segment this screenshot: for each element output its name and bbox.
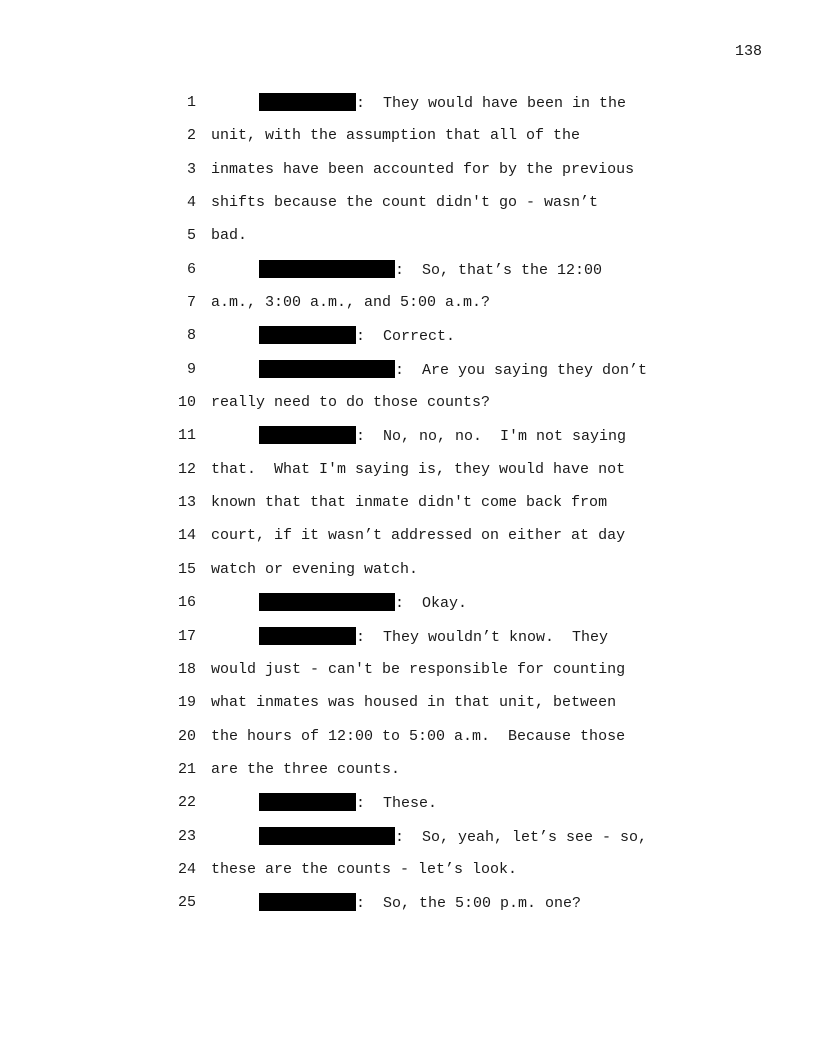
speaker-colon: : — [356, 95, 384, 112]
line-text-wrapper — [211, 526, 625, 546]
speaker-name-redaction — [259, 260, 395, 278]
speaker-colon: : — [356, 628, 384, 646]
line-text: bad. — [211, 227, 248, 245]
speaker-name-redaction — [259, 593, 395, 611]
line-text: are the three counts. — [211, 760, 401, 778]
line-text-wrapper — [259, 893, 581, 914]
line-text-wrapper — [211, 393, 490, 413]
line-text-wrapper — [211, 460, 625, 480]
line-number: 20 — [177, 727, 196, 745]
line-text-wrapper — [259, 93, 626, 114]
speaker-name-redaction — [259, 326, 356, 344]
line-text: that. What I'm saying is, they would have not — [211, 460, 626, 478]
line-number: 9 — [186, 360, 196, 378]
transcript-line — [0, 526, 816, 559]
line-text: known that that inmate didn't come back from — [211, 494, 608, 512]
line-number: 15 — [177, 560, 196, 578]
page-number: 138 — [734, 43, 762, 60]
transcript-line — [0, 760, 816, 793]
transcript-line — [0, 126, 816, 159]
speaker-colon: : — [356, 328, 384, 346]
speaker-name-redaction — [259, 893, 356, 911]
line-text: Are you saying they don’t — [422, 361, 648, 379]
line-text: the hours of 12:00 to 5:00 a.m. Because those — [211, 727, 626, 745]
transcript-line — [0, 660, 816, 693]
line-text: unit, with the assumption that all of the — [211, 127, 581, 145]
line-number: 3 — [186, 160, 196, 178]
line-number: 14 — [177, 527, 196, 545]
line-number: 2 — [186, 127, 196, 145]
transcript-line — [0, 593, 816, 626]
line-number: 8 — [186, 327, 196, 345]
transcript-line — [0, 827, 816, 860]
line-number: 4 — [186, 194, 196, 212]
line-text-wrapper — [211, 660, 625, 680]
line-number: 12 — [177, 460, 196, 478]
line-number: 11 — [177, 427, 196, 445]
line-text-wrapper — [211, 493, 607, 513]
line-number: 13 — [177, 494, 196, 512]
speaker-name-redaction — [259, 426, 356, 444]
line-number: 18 — [177, 660, 196, 678]
line-text-wrapper — [211, 193, 598, 213]
line-text: No, no, no. I'm not saying — [383, 428, 627, 446]
line-number: 10 — [177, 394, 196, 412]
transcript-line — [0, 693, 816, 726]
line-number: 22 — [177, 794, 196, 812]
line-text-wrapper — [259, 593, 467, 614]
line-text: These. — [383, 795, 438, 813]
line-number: 25 — [177, 894, 196, 912]
line-text-wrapper — [211, 860, 517, 880]
speaker-name-redaction — [259, 93, 356, 111]
line-text: these are the counts - let’s look. — [211, 860, 518, 878]
line-text: So, yeah, let’s see - so, — [422, 828, 648, 846]
line-text: watch or evening watch. — [211, 560, 419, 578]
speaker-name-redaction — [259, 793, 356, 811]
line-number: 19 — [177, 694, 196, 712]
line-text-wrapper — [259, 326, 455, 347]
transcript-line — [0, 260, 816, 293]
transcript-line — [0, 93, 816, 126]
line-text-wrapper — [211, 727, 625, 747]
line-text-wrapper — [211, 693, 616, 713]
line-text-wrapper — [259, 827, 647, 848]
line-number: 24 — [177, 860, 196, 878]
speaker-colon: : — [395, 361, 423, 379]
transcript-line — [0, 293, 816, 326]
line-number: 1 — [186, 94, 196, 111]
line-text: really need to do those counts? — [211, 394, 491, 412]
transcript-line — [0, 793, 816, 826]
speaker-colon: : — [356, 895, 384, 913]
line-text: a.m., 3:00 a.m., and 5:00 a.m.? — [211, 294, 491, 312]
speaker-colon: : — [356, 795, 384, 813]
transcript-line — [0, 226, 816, 259]
line-number: 21 — [177, 760, 196, 778]
line-text: They would have been in the — [383, 95, 627, 112]
line-number: 7 — [186, 294, 196, 312]
speaker-colon: : — [395, 828, 423, 846]
line-number: 6 — [186, 260, 196, 278]
line-text: So, the 5:00 p.m. one? — [383, 895, 582, 913]
line-text-wrapper — [259, 426, 626, 447]
line-text: shifts because the count didn't go - wasn’t — [211, 194, 599, 212]
transcript-line — [0, 493, 816, 526]
line-number: 17 — [177, 627, 196, 645]
transcript-line — [0, 360, 816, 393]
transcript-line — [0, 160, 816, 193]
transcript-line — [0, 893, 816, 926]
line-number: 16 — [177, 594, 196, 612]
line-text: what inmates was housed in that unit, between — [211, 694, 617, 712]
line-number: 5 — [186, 227, 196, 245]
speaker-name-redaction — [259, 360, 395, 378]
speaker-colon: : — [395, 261, 423, 279]
speaker-name-redaction — [259, 827, 395, 845]
line-text-wrapper — [259, 360, 647, 381]
line-text: They wouldn’t know. They — [383, 628, 609, 646]
speaker-name-redaction — [259, 627, 356, 645]
line-text-wrapper — [211, 160, 634, 180]
line-text: would just - can't be responsible for counting — [211, 660, 626, 678]
line-text: Okay. — [422, 595, 468, 613]
transcript-line — [0, 860, 816, 893]
line-text: Correct. — [383, 328, 456, 346]
transcript-body — [0, 93, 816, 927]
transcript-line — [0, 727, 816, 760]
transcript-line — [0, 193, 816, 226]
line-text-wrapper — [259, 260, 602, 281]
transcript-line — [0, 460, 816, 493]
line-text: inmates have been accounted for by the previous — [211, 160, 635, 178]
speaker-colon: : — [395, 595, 423, 613]
line-text: So, that’s the 12:00 — [422, 261, 603, 279]
line-text-wrapper — [211, 226, 247, 246]
transcript-line — [0, 393, 816, 426]
transcript-line — [0, 627, 816, 660]
line-text-wrapper — [211, 126, 580, 146]
transcript-line — [0, 560, 816, 593]
transcript-line — [0, 326, 816, 359]
line-text-wrapper — [211, 560, 418, 580]
speaker-colon: : — [356, 428, 384, 446]
line-text-wrapper — [211, 760, 400, 780]
line-text-wrapper — [259, 627, 608, 648]
line-number: 23 — [177, 827, 196, 845]
line-text-wrapper — [211, 293, 490, 313]
line-text: court, if it wasn’t addressed on either at day — [211, 527, 626, 545]
transcript-line — [0, 426, 816, 459]
line-text-wrapper — [259, 793, 437, 814]
